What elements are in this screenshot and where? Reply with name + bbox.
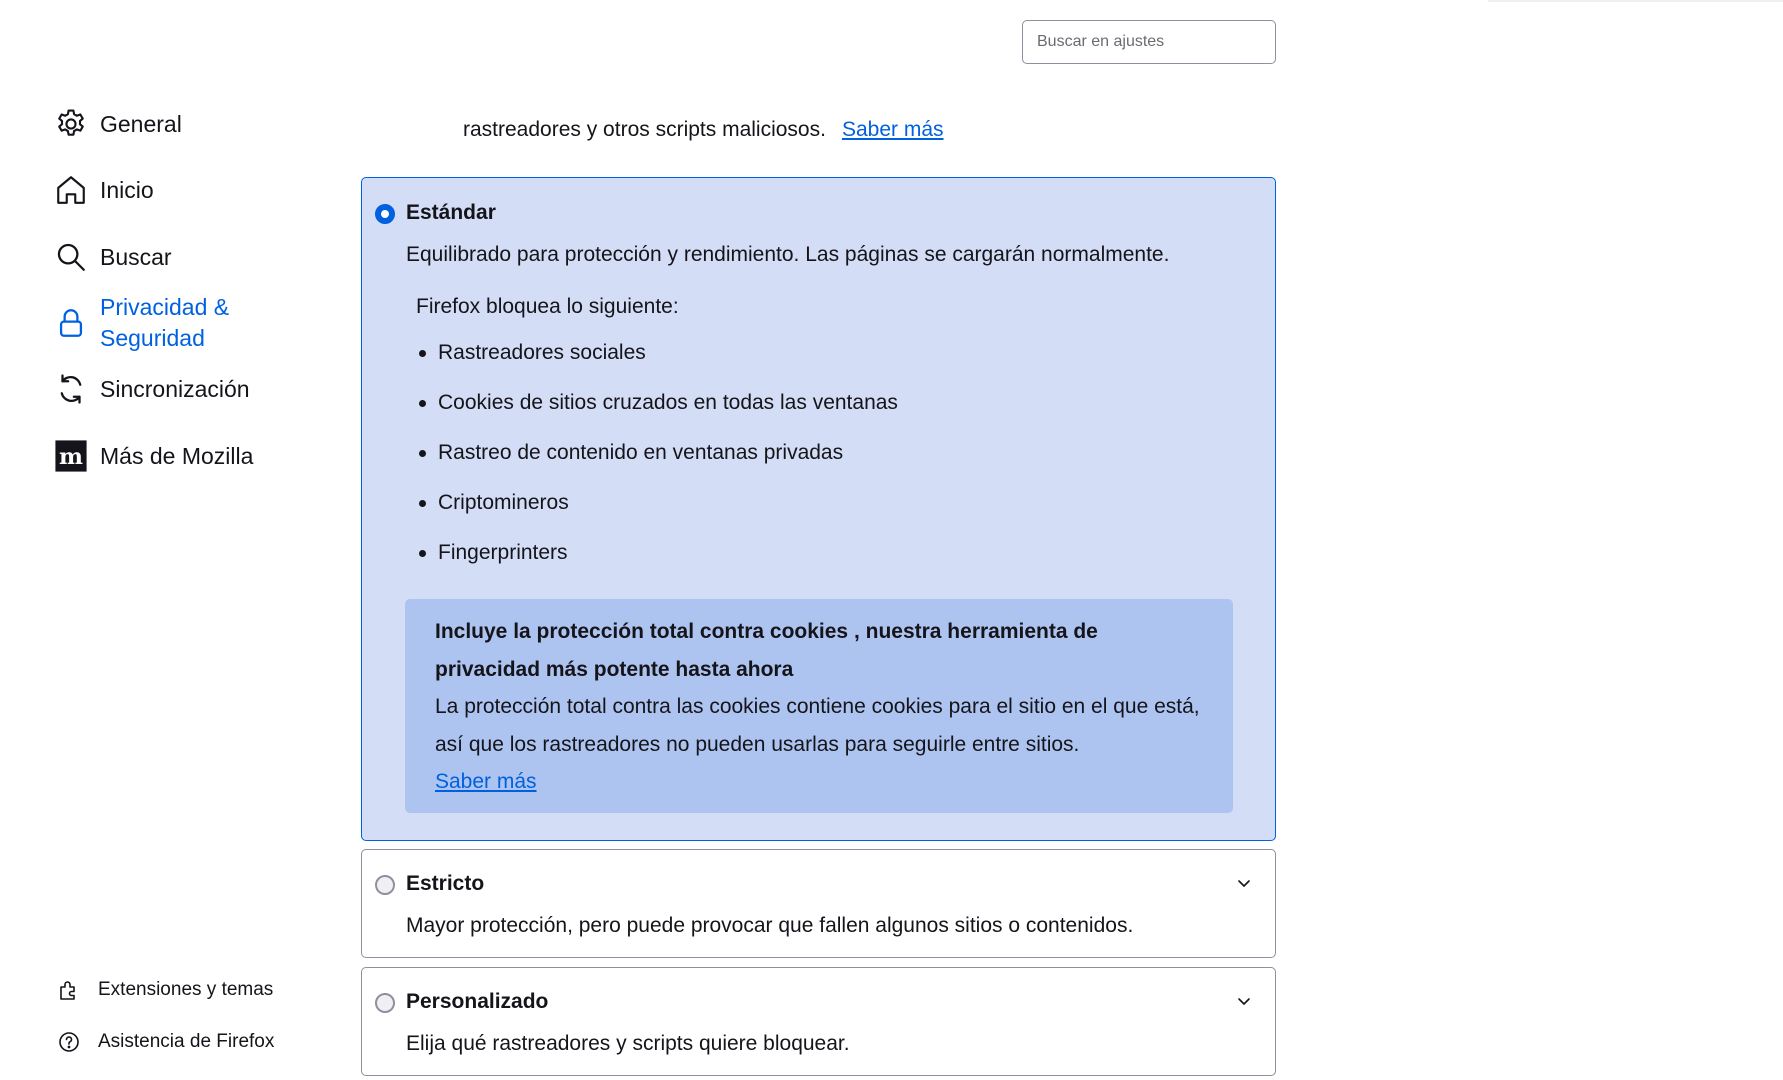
list-item-text: Rastreo de contenido en ventanas privadas bbox=[438, 441, 844, 464]
standard-title: Estándar bbox=[406, 201, 496, 224]
blocks-title: Firefox bloquea lo siguiente: bbox=[416, 295, 679, 318]
sidebar-item-label: Privacidad & Seguridad bbox=[100, 294, 230, 351]
sync-icon bbox=[54, 372, 88, 406]
list-item bbox=[416, 428, 898, 478]
chevron-down-icon[interactable] bbox=[1233, 872, 1255, 894]
sidebar-item-sync[interactable] bbox=[54, 372, 250, 406]
learn-more-link[interactable]: Saber más bbox=[841, 118, 944, 141]
custom-radio[interactable] bbox=[375, 993, 395, 1013]
sidebar bbox=[0, 0, 340, 1080]
standard-description: Equilibrado para protección y rendimiento. Las páginas se cargarán normalmente. bbox=[406, 243, 1170, 266]
tcp-text: La protección total contra las cookies contiene cookies para el sitio en el que está, así que los rastreadores no pueden usarlas para seguirle entre sitios. bbox=[435, 695, 1200, 756]
sidebar-item-label: General bbox=[100, 110, 182, 137]
blocks-list bbox=[416, 328, 898, 578]
custom-description: Elija qué rastreadores y scripts quiere bloquear. bbox=[406, 1032, 850, 1055]
help-icon bbox=[56, 1029, 82, 1055]
home-icon bbox=[54, 173, 88, 207]
strict-description: Mayor protección, pero puede provocar que fallen algunos sitios o contenidos. bbox=[406, 914, 1134, 937]
top-divider bbox=[1488, 0, 1783, 2]
bullet bbox=[419, 550, 426, 557]
bullet bbox=[419, 400, 426, 407]
strict-option[interactable] bbox=[361, 849, 1276, 958]
list-item-text: Fingerprinters bbox=[438, 541, 568, 564]
tcp-learn-more-link[interactable]: Saber más bbox=[435, 770, 537, 793]
sidebar-item-search[interactable] bbox=[54, 240, 172, 274]
list-item-text: Cookies de sitios cruzados en todas las ventanas bbox=[438, 391, 898, 414]
mozilla-icon bbox=[54, 439, 88, 473]
bullet bbox=[419, 500, 426, 507]
chevron-down-icon[interactable] bbox=[1233, 990, 1255, 1012]
sidebar-item-privacy[interactable] bbox=[54, 292, 300, 354]
sidebar-footer-extensions[interactable] bbox=[56, 977, 273, 1003]
standard-radio[interactable] bbox=[375, 204, 395, 224]
sidebar-item-label: Buscar bbox=[100, 243, 172, 270]
bullet bbox=[419, 450, 426, 457]
sidebar-item-label: Inicio bbox=[100, 176, 154, 203]
settings-search-input[interactable] bbox=[1022, 20, 1276, 64]
list-item bbox=[416, 478, 898, 528]
gear-icon bbox=[54, 107, 88, 141]
list-item bbox=[416, 328, 898, 378]
sidebar-item-general[interactable] bbox=[54, 107, 182, 141]
tracking-intro bbox=[463, 118, 944, 142]
bullet bbox=[419, 350, 426, 357]
custom-title: Personalizado bbox=[406, 990, 549, 1013]
list-item bbox=[416, 378, 898, 428]
standard-option[interactable] bbox=[361, 177, 1276, 841]
extension-icon bbox=[56, 977, 82, 1003]
intro-text: rastreadores y otros scripts maliciosos. bbox=[463, 118, 826, 141]
sidebar-item-home[interactable] bbox=[54, 173, 154, 207]
sidebar-item-label: Sincronización bbox=[100, 375, 250, 402]
total-cookie-protection-box bbox=[405, 599, 1233, 813]
footer-label: Asistencia de Firefox bbox=[98, 1031, 275, 1052]
footer-label: Extensiones y temas bbox=[98, 979, 274, 1000]
sidebar-item-label: Más de Mozilla bbox=[100, 442, 254, 469]
list-item bbox=[416, 528, 898, 578]
lock-icon bbox=[54, 306, 88, 340]
svg-text:m: m bbox=[59, 443, 83, 470]
search-icon bbox=[54, 240, 88, 274]
custom-option[interactable] bbox=[361, 967, 1276, 1076]
strict-radio[interactable] bbox=[375, 875, 395, 895]
sidebar-item-mozilla[interactable] bbox=[54, 439, 253, 473]
list-item-text: Criptomineros bbox=[438, 491, 569, 514]
sidebar-footer-support[interactable] bbox=[56, 1029, 274, 1055]
tcp-title: Incluye la protección total contra cookies , nuestra herramienta de privacidad más potente hasta ahora bbox=[435, 620, 1098, 681]
list-item-text: Rastreadores sociales bbox=[438, 341, 646, 364]
strict-title: Estricto bbox=[406, 872, 485, 895]
